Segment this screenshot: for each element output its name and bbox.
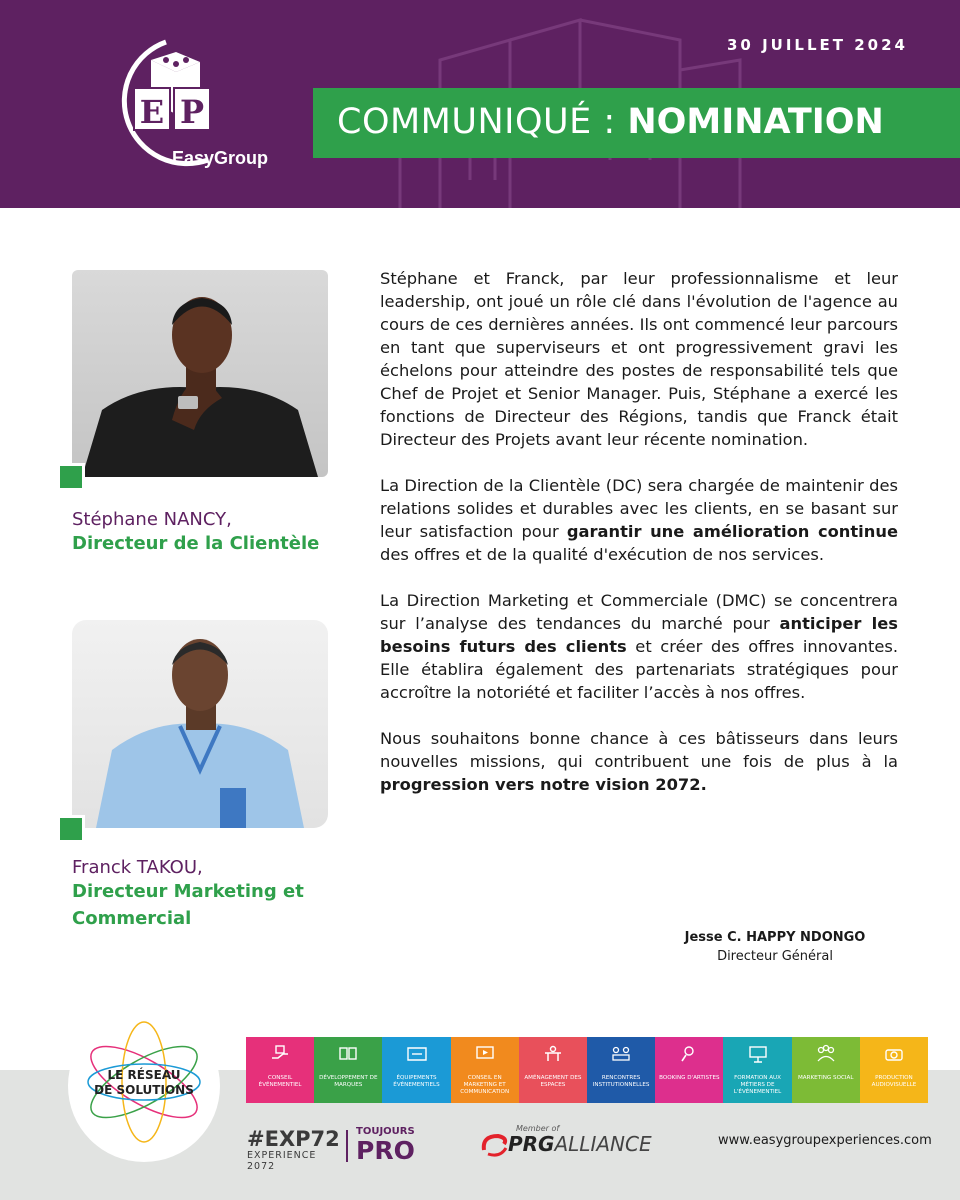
press-release-body	[380, 267, 898, 819]
service-label: FORMATION AUX MÉTIERS DE L'ÉVÉNEMENTIEL	[733, 1075, 782, 1095]
service-label: RENCONTRES INSTITUTIONNELLES	[592, 1075, 650, 1088]
publication-date: 30 JUILLET 2024	[726, 36, 908, 54]
paragraph-3	[380, 589, 898, 704]
hand-icon	[269, 1044, 291, 1064]
pro-label: PRO	[356, 1136, 415, 1165]
service-tile	[860, 1037, 928, 1103]
stage-icon	[406, 1044, 428, 1064]
divider	[346, 1130, 348, 1162]
website-link[interactable]: www.easygroupexperiences.com	[718, 1133, 932, 1148]
signatory-title: Directeur Général	[717, 949, 833, 964]
person-role-franck: Directeur Marketing et Commercial	[72, 881, 304, 929]
paragraph-2-text-end: des offres et de la qualité d'exécution de nos services.	[380, 545, 824, 564]
exp72-subtitle: EXPERIENCE 2072	[247, 1150, 317, 1172]
service-label: CONSEIL ÉVÉNEMENTIEL	[258, 1075, 302, 1088]
prg-alliance-logo	[480, 1124, 652, 1158]
cards-icon	[337, 1044, 359, 1064]
meeting-icon	[610, 1044, 632, 1064]
portrait-franck-takou	[72, 620, 328, 828]
service-tile	[792, 1037, 860, 1103]
prg-alliance-word: ALLIANCE	[554, 1132, 652, 1156]
network-title-line-1: LE RÉSEAU	[107, 1068, 181, 1082]
services-strip	[246, 1037, 928, 1103]
logo-letter-p: P	[179, 93, 205, 131]
service-label: BOOKING D'ARTISTES	[659, 1075, 720, 1081]
person-name-stephane: Stéphane NANCY,	[72, 509, 232, 530]
paragraph-4	[380, 727, 898, 796]
service-label: MARKETING SOCIAL	[797, 1075, 854, 1081]
prg-word: PRG	[508, 1132, 555, 1156]
toujours-pro-logo	[356, 1126, 415, 1164]
screen-icon	[474, 1044, 496, 1064]
camera-icon	[883, 1044, 905, 1064]
exp72-hashtag: #EXP72	[247, 1127, 340, 1151]
service-label: CONSEIL EN MARKETING ET COMMUNICATION	[460, 1075, 510, 1095]
toujours-label: TOUJOURS	[356, 1126, 415, 1137]
title-prefix: COMMUNIQUÉ :	[337, 102, 628, 142]
person-name-franck: Franck TAKOU,	[72, 857, 203, 878]
service-label: DÉVELOPPEMENT DE MARQUES	[319, 1075, 378, 1088]
network-title	[68, 1068, 220, 1098]
service-tile	[655, 1037, 723, 1103]
signatory-name: Jesse C. HAPPY NDONGO	[684, 930, 866, 945]
paragraph-4-emphasis: progression vers notre vision 2072.	[380, 775, 707, 794]
service-tile	[382, 1037, 450, 1103]
service-tile	[314, 1037, 382, 1103]
service-tile	[587, 1037, 655, 1103]
title-highlight: NOMINATION	[627, 102, 884, 142]
microphone-icon	[678, 1044, 700, 1064]
accent-square	[57, 815, 85, 843]
logo-letter-e: E	[139, 93, 165, 131]
paragraph-2-emphasis: garantir une amélioration continue	[566, 522, 898, 541]
person-role-stephane: Directeur de la Clientèle	[72, 533, 320, 554]
prg-wordmark	[508, 1132, 652, 1156]
paragraph-4-text: Nous souhaitons bonne chance à ces bâtisseurs dans leurs nouvelles missions, qui contribuent une fois de plus à la	[380, 729, 898, 771]
paragraph-2	[380, 474, 898, 566]
board-icon	[747, 1044, 769, 1064]
exp72-badge	[247, 1128, 347, 1172]
table-icon	[542, 1044, 564, 1064]
title-bar	[313, 88, 960, 158]
service-tile	[723, 1037, 791, 1103]
header-banner	[0, 0, 960, 208]
logo-wordmark: EasyGroup	[172, 148, 269, 168]
service-label: PRODUCTION AUDIOVISUELLE	[871, 1075, 917, 1088]
service-tile	[451, 1037, 519, 1103]
paragraph-3-text: La Direction Marketing et Commerciale (DMC) se concentrera sur l’analyse des tendances du marché pour	[380, 591, 898, 633]
network-badge	[68, 1010, 220, 1162]
page-title	[337, 102, 884, 142]
prg-swoosh-icon	[480, 1130, 510, 1160]
signature-block	[640, 928, 910, 966]
prg-member-of: Member of	[516, 1124, 560, 1133]
paragraph-3-text-end: et créer des offres innovantes. Elle établira également des partenariats stratégiques pour accroître la notoriété et faciliter l’accès à nos offres.	[380, 637, 898, 702]
service-tile	[246, 1037, 314, 1103]
service-label: AMÉNAGEMENT DES ESPACES	[524, 1075, 582, 1088]
people-icon	[815, 1044, 837, 1064]
network-title-line-2: DE SOLUTIONS	[94, 1083, 194, 1097]
accent-square	[57, 463, 85, 491]
service-label: ÉQUIPEMENTS ÉVÉNEMENTIELS	[393, 1075, 440, 1088]
paragraph-2-text: La Direction de la Clientèle (DC) sera chargée de maintenir des relations solides et durables avec les clients, en se basant sur leur satisfaction pour	[380, 476, 898, 541]
portrait-stephane-nancy	[72, 270, 328, 477]
paragraph-1: Stéphane et Franck, par leur professionnalisme et leur leadership, ont joué un rôle clé dans l'évolution de l'agence au cours de ces dernières années. Ils ont commencé leur parcours en tant que superviseurs et ont progressivement gravi les échelons pour atteindre des postes de responsabilité tels que Chef de Projet et Senior Manager. Puis, Stéphane a exercé les fonctions de Directeur des Régions, tandis que Franck était Directeur des Projets avant leur récente nomination.	[380, 269, 898, 449]
paragraph-3-emphasis: anticiper les besoins futurs des clients	[380, 614, 898, 656]
service-tile	[519, 1037, 587, 1103]
